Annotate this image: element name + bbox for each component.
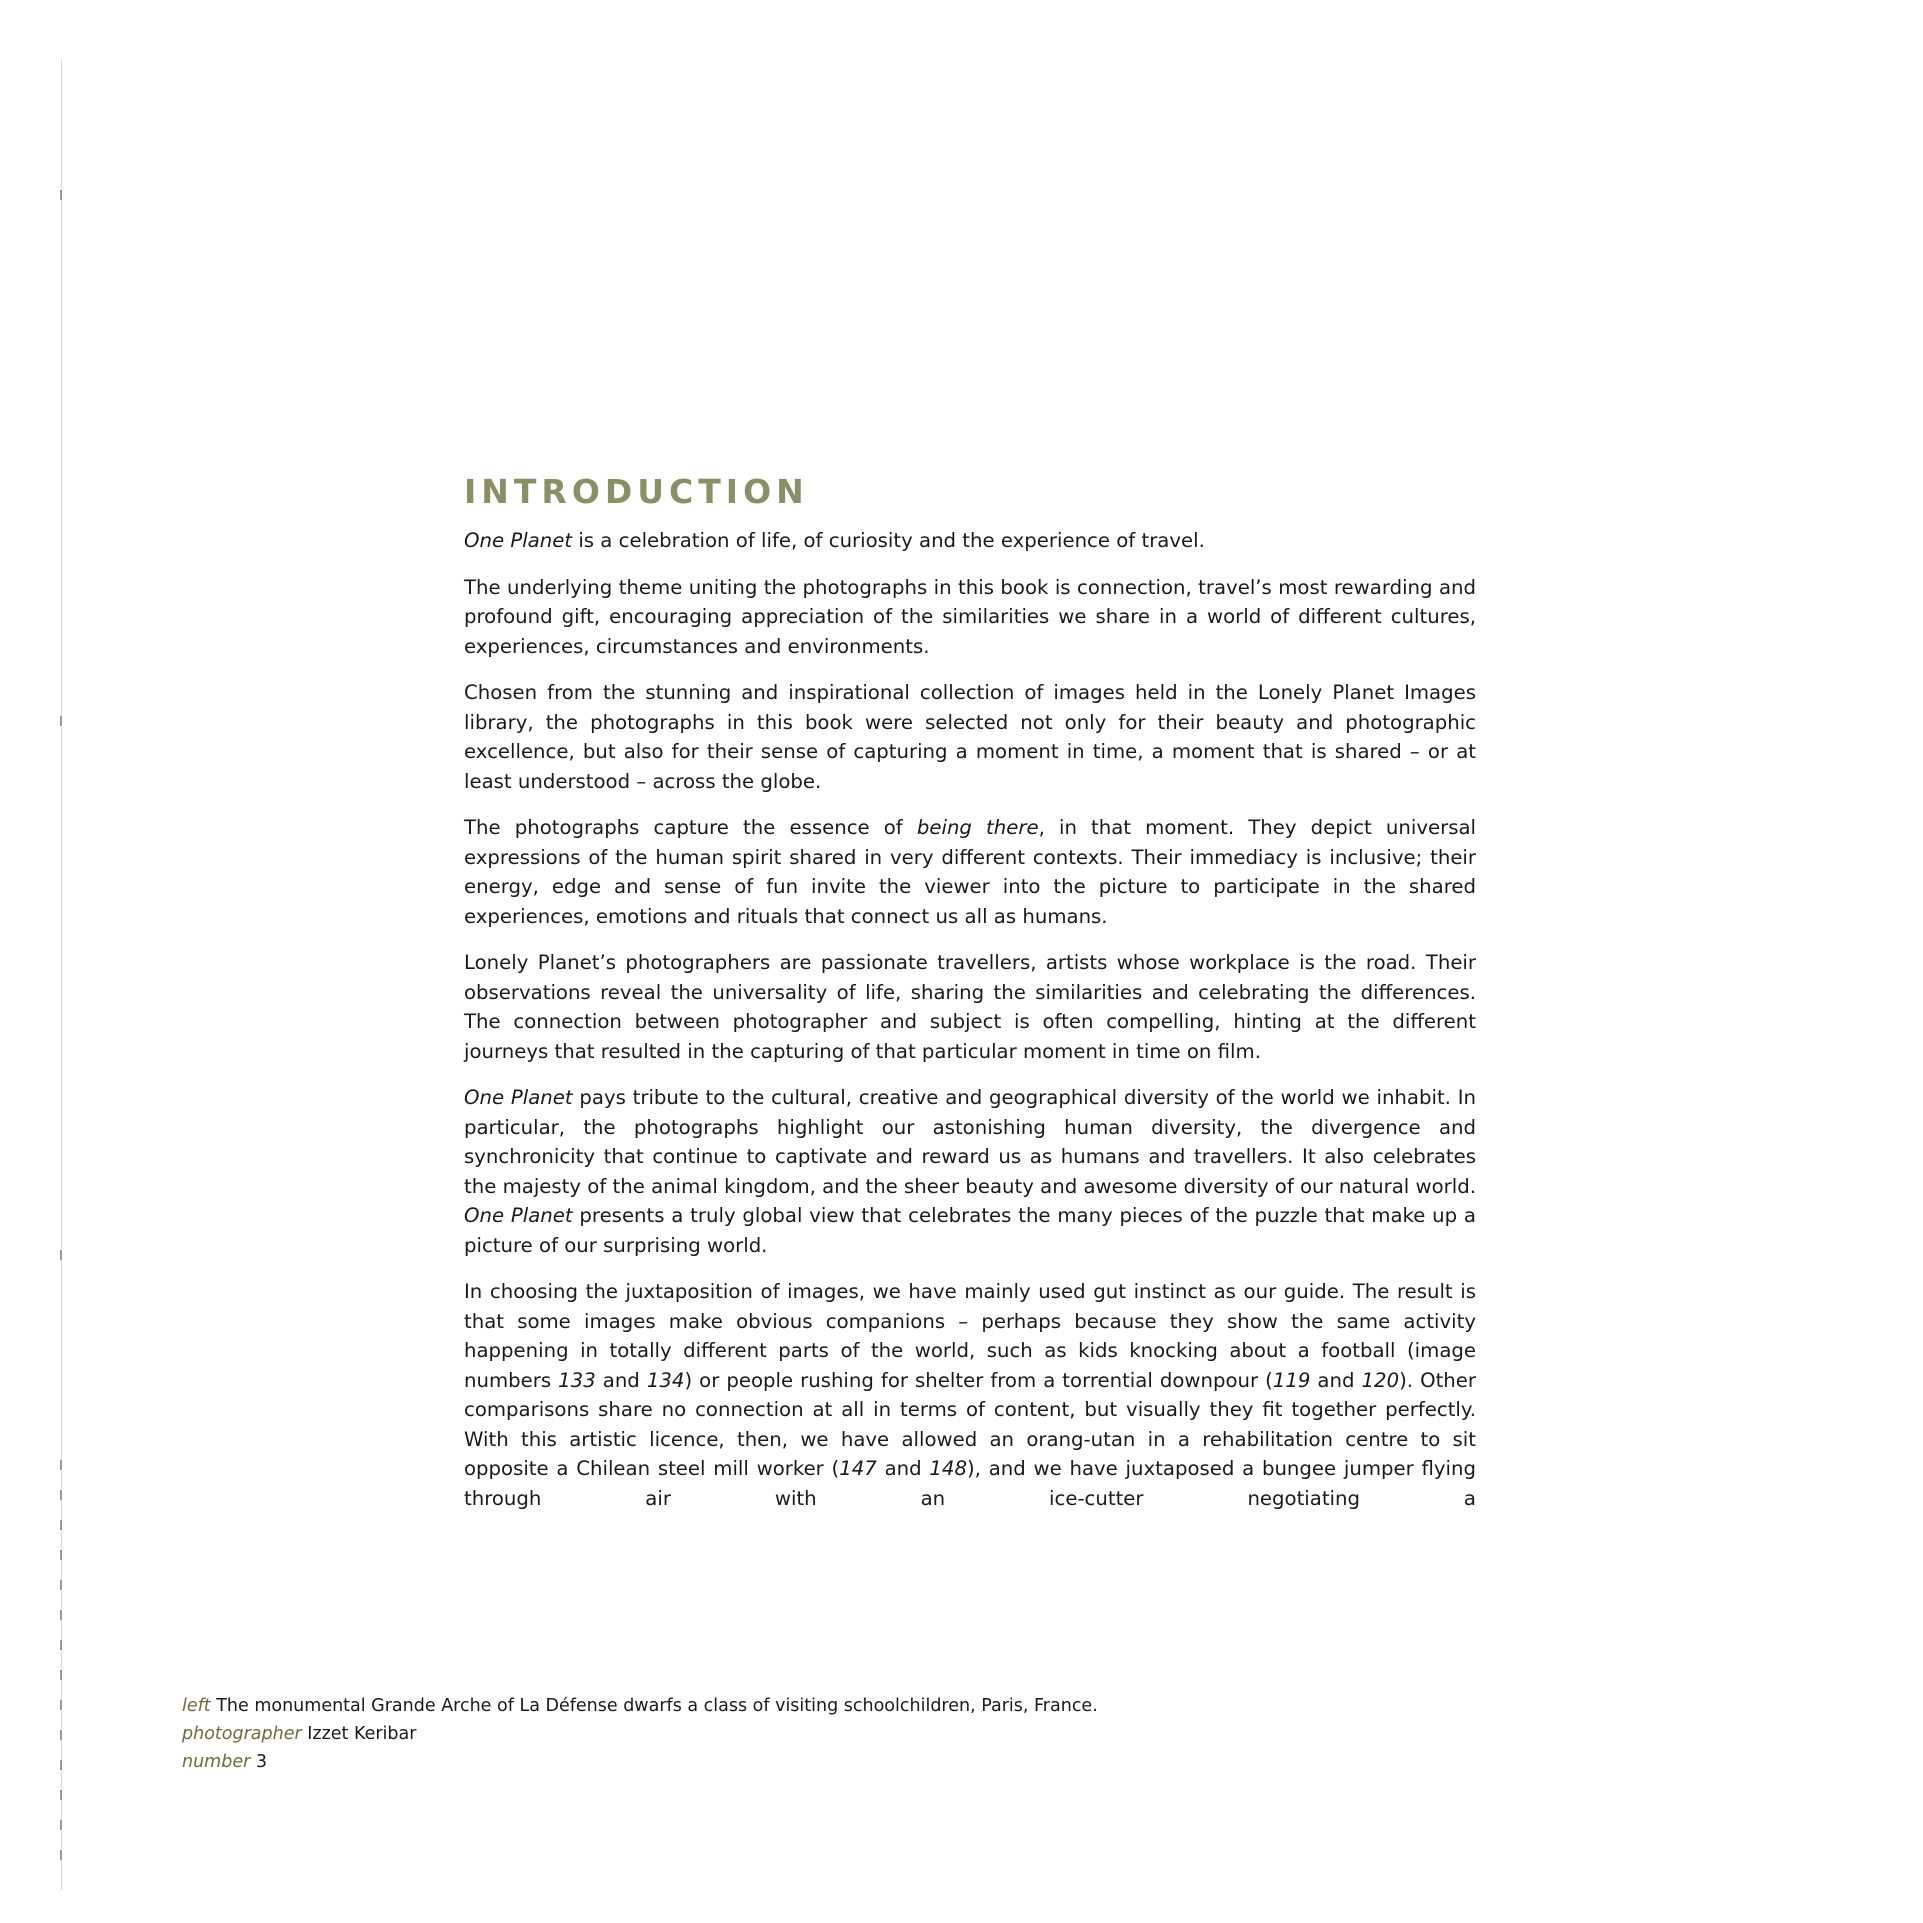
- intro-paragraph-4: The photographs capture the essence of being there, in that moment. They depict universal expressions of the human spirit shared in very different contexts. Their immediacy is inclusive; their energy, edge and sense of fun invite the viewer into the picture to participate in the shared experiences, emotions and rituals that connect us all as humans.: [464, 816, 1476, 928]
- book-title: One Planet: [464, 1204, 573, 1227]
- gutter-tick: [60, 716, 62, 726]
- gutter-tick: [60, 1730, 62, 1740]
- caption-label-left: left: [182, 1696, 211, 1716]
- gutter-tick: [60, 1460, 62, 1470]
- photo-caption: [182, 1692, 1098, 1776]
- image-number: 120: [1361, 1368, 1400, 1392]
- image-number: 119: [1272, 1368, 1311, 1392]
- caption-number: number 3: [182, 1752, 268, 1772]
- image-number: 133: [558, 1368, 596, 1392]
- gutter-tick: [60, 1490, 62, 1500]
- image-number: 147: [839, 1457, 877, 1480]
- caption-label-number: number: [182, 1752, 251, 1772]
- image-number: 148: [929, 1457, 967, 1480]
- gutter-tick: [60, 1250, 62, 1260]
- gutter-tick: [60, 1850, 62, 1860]
- page-title: INTRODUCTION: [464, 472, 809, 511]
- gutter-tick: [60, 1520, 62, 1530]
- book-title: One Planet: [464, 1086, 573, 1109]
- introduction-section: [464, 466, 1476, 1513]
- gutter-tick: [60, 1700, 62, 1710]
- gutter-tick: [60, 1790, 62, 1800]
- gutter-tick: [60, 1550, 62, 1560]
- intro-paragraph-5: Lonely Planet’s photographers are passionate travellers, artists whose workplace is the road. Their observations reveal the universality of life, sharing the similarities and celebrating the differences. The connection between photographer and subject is often compelling, hinting at the different journeys that resulted in the capturing of that particular moment in time on film.: [464, 951, 1476, 1063]
- caption-description: left The monumental Grande Arche of La Défense dwarfs a class of visiting schoolchildren, Paris, France.: [182, 1696, 1098, 1716]
- gutter-tick: [60, 1670, 62, 1680]
- caption-label-photographer: photographer: [182, 1724, 302, 1744]
- caption-photographer: photographer Izzet Keribar: [182, 1724, 417, 1744]
- gutter-tick: [60, 1640, 62, 1650]
- gutter-tick: [60, 1580, 62, 1590]
- image-number: 134: [646, 1368, 685, 1392]
- gutter-tick: [60, 1760, 62, 1770]
- intro-paragraph-7: In choosing the juxtaposition of images, we have mainly used gut instinct as our guide. The result is that some images make obvious companions – perhaps because they show the same activity happening in totally different parts of the world, such as kids knocking about a football (image numbers 133 and 134) or people rushing for shelter from a torrential downpour (119 and 120). Other comparisons share no connection at all in terms of content, but visually they fit together perfectly. With this artistic licence, then, we have allowed an orang-utan in a rehabilitation centre to sit opposite a Chilean steel mill worker (147 and 148), and we have juxtaposed a bungee jumper flying through air with an ice-cutter negotiating a: [464, 1280, 1476, 1510]
- intro-paragraph-6: One Planet pays tribute to the cultural, creative and geographical diversity of the world we inhabit. In particular, the photographs highlight our astonishing human diversity, the divergence and synchronicity that continue to captivate and reward us as humans and travellers. It also celebrates the majesty of the animal kingdom, and the sheer beauty and awesome diversity of our natural world. One Planet presents a truly global view that celebrates the many pieces of the puzzle that make up a picture of our surprising world.: [464, 1086, 1476, 1257]
- gutter-tick: [60, 1820, 62, 1830]
- book-title: One Planet: [464, 529, 573, 552]
- intro-paragraph-3: Chosen from the stunning and inspirational collection of images held in the Lonely Planet Images library, the photographs in this book were selected not only for their beauty and photographic excellence, but also for their sense of capturing a moment in time, a moment that is shared – or at least understood – across the globe.: [464, 681, 1476, 793]
- gutter-tick: [60, 1610, 62, 1620]
- intro-paragraph-1: One Planet is a celebration of life, of curiosity and the experience of travel.: [464, 529, 1205, 552]
- intro-paragraph-2: The underlying theme uniting the photographs in this book is connection, travel’s most rewarding and profound gift, encouraging appreciation of the similarities we share in a world of different cultures, experiences, circumstances and environments.: [464, 575, 1476, 658]
- gutter-tick: [60, 190, 62, 200]
